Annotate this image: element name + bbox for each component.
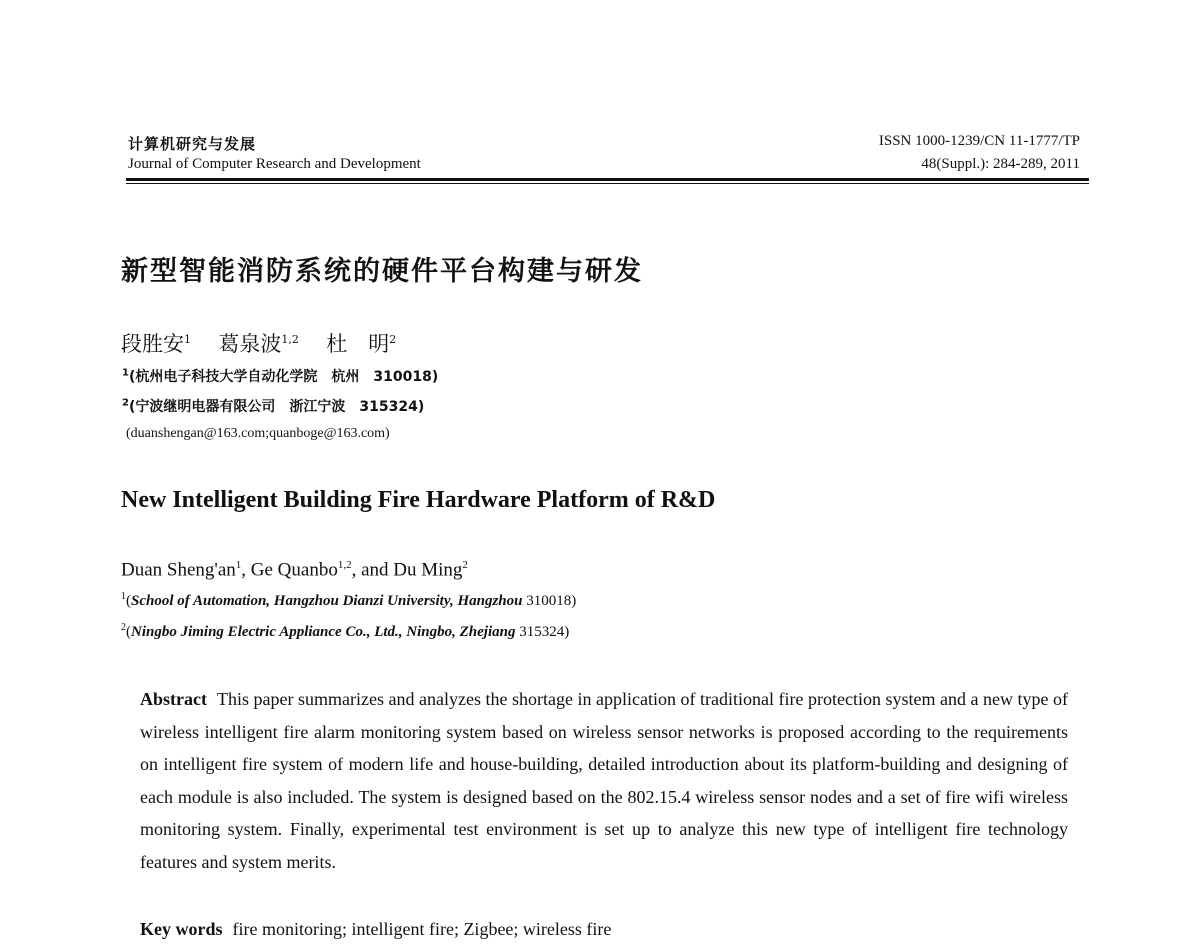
header-rule-thin [126, 183, 1089, 184]
title-cn: 新型智能消防系统的硬件平台构建与研发 [121, 256, 643, 287]
keywords-label: Key words [140, 919, 223, 939]
affiliation-sup: 1 [122, 367, 129, 379]
author-en: Ge Quanbo [250, 559, 338, 581]
author-en-sup: 1 [235, 559, 242, 571]
keywords [140, 919, 611, 940]
authors-en [121, 559, 468, 581]
affiliation-rest: 310018) [522, 593, 577, 609]
author-sep: , and [351, 559, 394, 581]
author-en: Duan Sheng'an [121, 559, 236, 581]
author-en-sup: 1,2 [337, 559, 352, 571]
journal-name-cn: 计算机研究与发展 [128, 137, 257, 153]
affiliation-open: ( [126, 624, 131, 640]
author-cn-sup: 1,2 [281, 333, 299, 346]
affiliation-en-1 [121, 591, 576, 610]
affiliation-text: (杭州电子科技大学自动化学院 杭州 310018) [128, 369, 439, 385]
affiliation-rest: 315324) [515, 624, 570, 640]
affiliation-italic: School of Automation, Hangzhou Dianzi University, Hangzhou [131, 593, 523, 609]
author-en-sup: 2 [462, 559, 468, 571]
author-cn-sup: 1 [184, 333, 191, 346]
affiliation-sup: 1 [121, 591, 126, 602]
author-cn-sup: 2 [389, 333, 397, 346]
affiliation-cn-1 [122, 366, 438, 386]
affiliation-text: (宁波继明电器有限公司 浙江宁波 315324) [128, 399, 425, 415]
author-emails: (duanshengan@163.com;quanboge@163.com) [126, 426, 390, 441]
authors-cn [121, 328, 396, 358]
issn: ISSN 1000-1239/CN 11-1777/TP [878, 133, 1080, 149]
affiliation-sup: 2 [122, 397, 129, 409]
author-cn: 葛泉波 [218, 332, 282, 356]
author-cn: 段胜安 [121, 332, 184, 356]
affiliation-open: ( [126, 593, 131, 609]
abstract-label: Abstract [140, 689, 207, 709]
author-en: Du Ming [393, 559, 463, 581]
abstract-text: This paper summarizes and analyzes the shortage in application of traditional fire protection system and a new type of wireless intelligent fire alarm monitoring system based on wireless sensor networks is proposed according to the requirements on intelligent fire system of modern life and house-building, detailed introduction about its platform-building and designing of each module is also included. The system is designed based on the 802.15.4 wireless sensor nodes and a set of fire wifi wireless monitoring system. Finally, experimental test environment is set up to analyze this new type of intelligent fire technology features and system merits. [140, 689, 1068, 872]
volume-pages: 48(Suppl.): 284-289, 2011 [921, 156, 1080, 172]
abstract [140, 683, 1068, 878]
journal-name-en: Journal of Computer Research and Development [128, 156, 421, 172]
keywords-text: fire monitoring; intelligent fire; Zigbee; wireless fire [232, 919, 612, 939]
affiliation-en-2 [121, 622, 569, 641]
author-cn: 杜 明 [326, 332, 390, 356]
affiliation-italic: Ningbo Jiming Electric Appliance Co., Ltd., Ningbo, Zhejiang [131, 624, 516, 640]
header-rule-thick [126, 178, 1089, 181]
affiliation-cn-2 [122, 396, 424, 416]
title-en: New Intelligent Building Fire Hardware Platform of R&D [121, 487, 716, 513]
author-sep: , [241, 559, 251, 581]
affiliation-sup: 2 [121, 622, 126, 633]
